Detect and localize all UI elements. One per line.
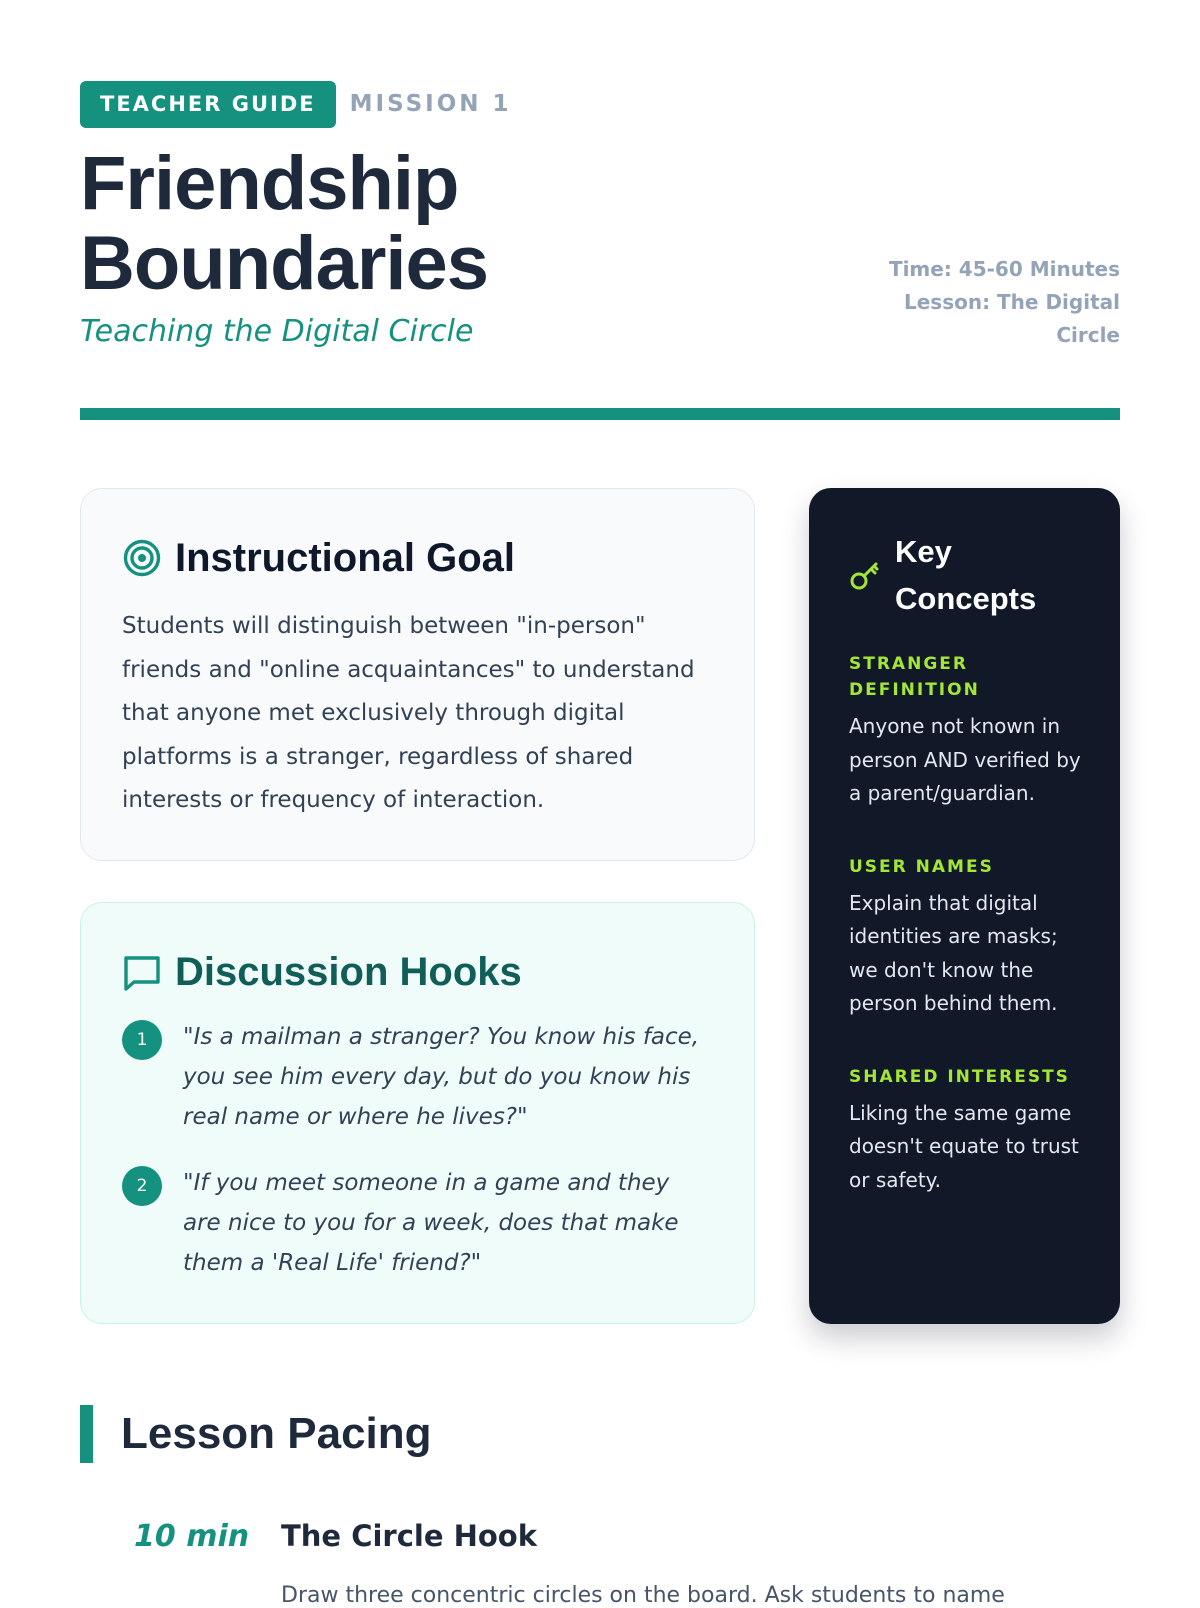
hook-text: "Is a mailman a stranger? You know his face, you see him every day, but do you know his real name or where he lives?" — [183, 1024, 700, 1130]
page-title: Friendship Boundaries — [80, 141, 489, 306]
key-concepts-panel — [809, 488, 1120, 1324]
lesson-info: Lesson: The Digital Circle — [903, 290, 1120, 347]
concept-label: SHARED INTERESTS — [849, 1066, 1070, 1087]
header — [80, 80, 1120, 440]
instructional-goal-card — [80, 488, 755, 861]
hook-list — [122, 1017, 714, 1283]
concept-text: Anyone not known in person AND verified by a parent/guardian. — [849, 714, 1081, 805]
hook-item — [122, 1017, 714, 1137]
header-divider — [80, 408, 1120, 420]
page-subtitle: Teaching the Digital Circle — [80, 314, 474, 349]
target-icon — [122, 538, 162, 578]
time-info: Time: 45-60 Minutes — [888, 257, 1120, 281]
pacing-title: Lesson Pacing — [121, 1409, 432, 1458]
pacing-header — [80, 1405, 1120, 1463]
hook-item — [122, 1163, 714, 1283]
concept-text: Explain that digital identities are masks; we don't know the person behind them. — [849, 890, 1058, 1015]
goal-title: Instructional Goal — [175, 535, 516, 580]
teacher-guide-badge: TEACHER GUIDE — [80, 81, 336, 128]
lesson-meta — [880, 253, 1120, 352]
concept-item — [849, 854, 1082, 1021]
concept-label: STRANGER DEFINITION — [849, 654, 980, 700]
hook-number: 1 — [122, 1020, 162, 1060]
discussion-hooks-card — [80, 902, 755, 1324]
concept-item — [849, 1064, 1082, 1198]
goal-text: Students will distinguish between "in-person" friends and "online acquaintances" to understand that anyone met exclusively through digital platforms is a stranger, regardless of shared interests or frequency of interaction. — [122, 613, 695, 813]
mission-label: MISSION 1 — [349, 91, 512, 117]
concept-label: USER NAMES — [849, 856, 994, 877]
concept-item — [849, 651, 1082, 811]
key-icon — [849, 559, 881, 591]
hook-text: "If you meet someone in a game and they are nice to you for a week, does that make them a 'Real Life' friend?" — [183, 1170, 679, 1276]
goal-header — [122, 529, 714, 587]
hooks-title: Discussion Hooks — [175, 949, 522, 994]
chat-bubble-icon — [122, 952, 162, 992]
step-text: Draw three concentric circles on the board. Ask students to name — [281, 1583, 1005, 1608]
concepts-title: Key Concepts — [895, 534, 1037, 616]
hook-number: 2 — [122, 1166, 162, 1206]
concept-text: Liking the same game doesn't equate to trust or safety. — [849, 1100, 1079, 1192]
content-grid — [80, 488, 1120, 1324]
concepts-header — [849, 528, 1082, 622]
tag-row — [80, 80, 1120, 128]
lesson-pacing-section — [80, 1405, 1120, 1608]
hooks-header — [122, 943, 714, 1001]
step-time: 10 min — [134, 1519, 250, 1554]
step-title: The Circle Hook — [281, 1519, 538, 1553]
pacing-accent-bar — [80, 1405, 93, 1463]
